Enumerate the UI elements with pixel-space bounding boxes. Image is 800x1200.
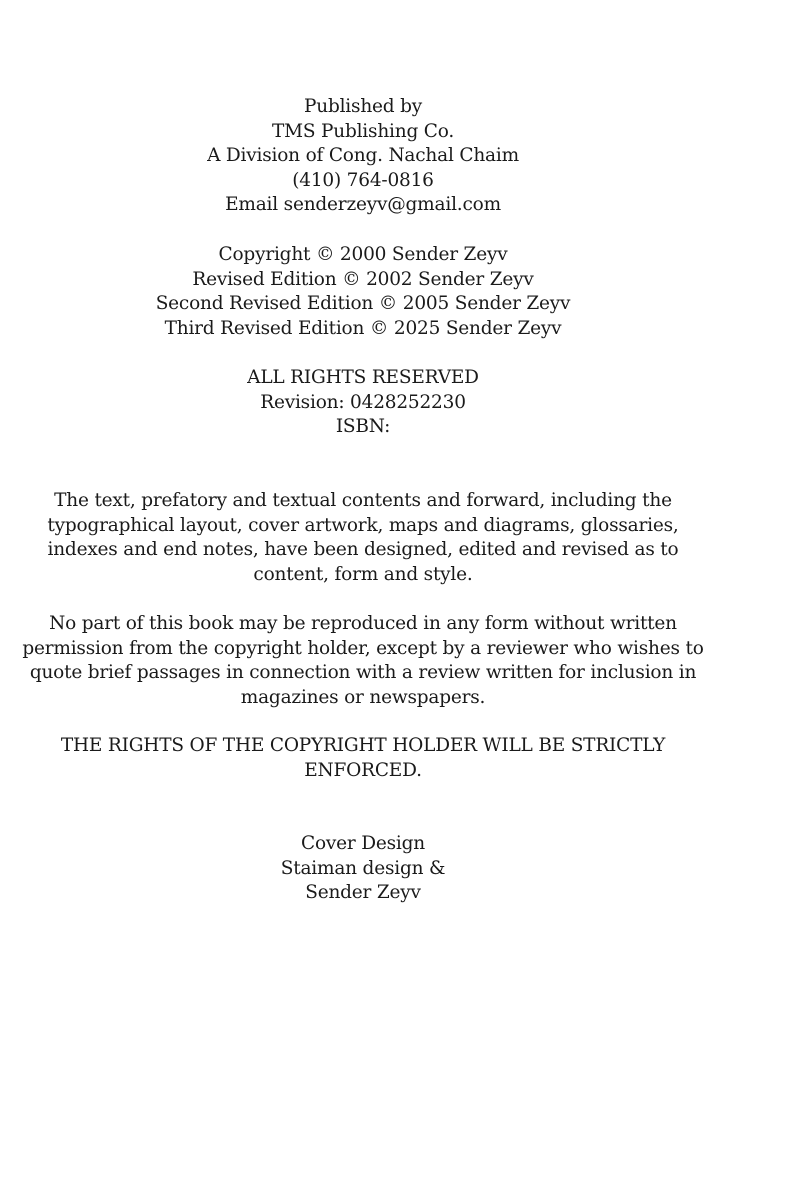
isbn-label: ISBN: (335, 416, 391, 437)
copyright-block (0, 243, 726, 341)
contents-notice-line: indexes and end notes, have been designed, edited and revised as to (47, 539, 679, 560)
cover-design-label: Cover Design (301, 833, 425, 854)
reproduction-notice-line: permission from the copyright holder, except by a reviewer who wishes to (22, 637, 704, 659)
cover-designer-studio: Staiman design & (280, 857, 446, 879)
reproduction-notice-line: No part of this book may be reproduced in any form without written (49, 613, 677, 634)
enforcement-notice-line: ENFORCED. (304, 759, 422, 781)
contents-notice-line: content, form and style. (253, 563, 473, 585)
contents-notice-paragraph (0, 489, 726, 587)
publisher-block (0, 95, 726, 218)
enforcement-notice-line: THE RIGHTS OF THE COPYRIGHT HOLDER WILL BE STRICTLY (60, 735, 666, 756)
publisher-name: TMS Publishing Co. (271, 120, 455, 142)
publisher-email: Email senderzeyv@gmail.com (225, 194, 501, 215)
rights-block (0, 366, 726, 440)
published-by-label: Published by (303, 96, 422, 117)
publisher-division: A Division of Cong. Nachal Chaim (207, 145, 519, 166)
revision-number: Revision: 0428252230 (260, 391, 466, 413)
reproduction-notice-line: magazines or newspapers. (240, 686, 486, 708)
cover-design-credits (0, 832, 726, 906)
copyright-line-original: Copyright © 2000 Sender Zeyv (218, 244, 508, 265)
cover-designer-name: Sender Zeyv (305, 882, 421, 903)
reproduction-notice-paragraph (0, 612, 726, 710)
publisher-phone: (410) 764-0816 (292, 169, 434, 191)
copyright-line-revised: Revised Edition © 2002 Sender Zeyv (192, 268, 534, 290)
contents-notice-line: The text, prefatory and textual contents and forward, including the (54, 490, 672, 511)
copyright-line-third-revised: Third Revised Edition © 2025 Sender Zeyv (164, 317, 562, 339)
all-rights-reserved: ALL RIGHTS RESERVED (247, 367, 479, 388)
reproduction-notice-line: quote brief passages in connection with a review written for inclusion in (29, 662, 697, 683)
contents-notice-line: typographical layout, cover artwork, maps and diagrams, glossaries, (47, 514, 679, 536)
copyright-line-second-revised: Second Revised Edition © 2005 Sender Zeyv (155, 293, 571, 314)
enforcement-notice-paragraph (0, 734, 726, 783)
